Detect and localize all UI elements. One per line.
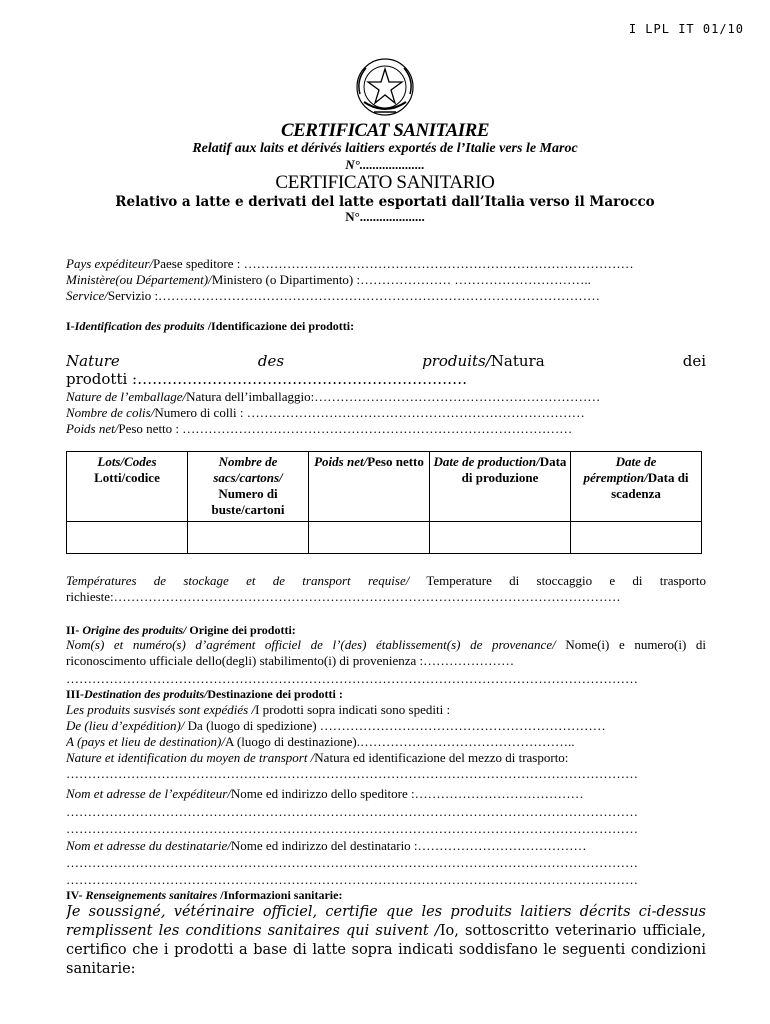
table-cell[interactable] bbox=[67, 522, 188, 554]
field-transport: Nature et identification du moyen de transport /Natura ed identificazione del mezzo di trasporto: bbox=[66, 750, 569, 765]
table-row bbox=[67, 522, 702, 554]
field-service: Service/Servizio :………………………………………………………………………………………… bbox=[66, 288, 601, 303]
french-number: N°.................... bbox=[345, 157, 425, 172]
table-header: Nombre de sacs/cartons/ Numero di buste/cartoni bbox=[188, 452, 309, 522]
dotted-line: …………………………………………………………………………………………………………………… bbox=[66, 671, 638, 686]
section-1-heading: I-Identification des produits /Identificazione dei prodotti: bbox=[66, 319, 355, 333]
field-pays: Pays expéditeur/Paese speditore : ……………………………………………………………………………… bbox=[66, 256, 634, 271]
table-header-row bbox=[67, 452, 702, 522]
dotted-line: …………………………………………………………………………………………………………………… bbox=[66, 766, 638, 781]
table-cell[interactable] bbox=[571, 522, 702, 554]
table-cell[interactable] bbox=[188, 522, 309, 554]
french-title: CERTIFICAT SANITAIRE bbox=[280, 120, 490, 141]
italian-subtitle: Relativo a latte e derivati del latte esportati dall’Italia verso il Marocco bbox=[115, 194, 655, 210]
field-expedies: Les produits susvisés sont expédiés /I prodotti sopra indicati sono spediti : bbox=[66, 702, 451, 717]
table-header: Lots/Codes Lotti/codice bbox=[67, 452, 188, 522]
table-header: Date de péremption/Data di scadenza bbox=[571, 452, 702, 522]
dotted-line: …………………………………………………………………………………………………………………… bbox=[66, 804, 638, 819]
document-reference: I LPL IT 01/10 bbox=[628, 22, 744, 36]
french-subtitle: Relatif aux laits et dérivés laitiers exportés de l’Italie vers le Maroc bbox=[192, 141, 578, 156]
temperature-field: Températures de stockage et de transport requise/ Temperature di stoccaggio e di trasporto richieste:……………………………………………………………………………………………………… bbox=[66, 573, 706, 604]
nature-line: Nature des produits/Natura dei bbox=[66, 352, 706, 370]
field-ministere: Ministère(ou Département)/Ministero (o Dipartimento) :………………… ………………………….. bbox=[66, 272, 591, 287]
field-destinataire: Nom et adresse du destinatarie/Nome ed indirizzo del destinatario :………………………………… bbox=[66, 838, 587, 853]
table-cell[interactable] bbox=[309, 522, 430, 554]
origin-field: Nom(s) et numéro(s) d’agrément officiel de l’(des) établissement(s) de provenance/ Nome(i) e numero(i) di riconoscimento ufficiale dello(degli) stabilimento(i) di provenienza :………………… bbox=[66, 637, 706, 668]
dotted-line: …………………………………………………………………………………………………………………… bbox=[66, 855, 638, 870]
dotted-line: …………………………………………………………………………………………………………………… bbox=[66, 821, 638, 836]
nature-line-2: prodotti :………………………………………………………… bbox=[66, 370, 468, 388]
italian-number: N°.................... bbox=[345, 209, 425, 224]
field-expediteur: Nom et adresse de l’expéditeur/Nome ed indirizzo dello speditore :………………………………… bbox=[66, 786, 584, 801]
italian-title: CERTIFICATO SANITARIO bbox=[275, 172, 495, 193]
field-poids: Poids net/Peso netto : ……………………………………………………………………………… bbox=[66, 421, 573, 436]
table-header: Poids net/Peso netto bbox=[309, 452, 430, 522]
section-4-heading: IV- Renseignements sanitaires /Informazioni sanitarie: bbox=[66, 888, 343, 902]
field-emballage: Nature de l’emballage/Natura dell’imballaggio:………………………………………………………… bbox=[66, 389, 601, 404]
table-header: Date de production/Data di produzione bbox=[430, 452, 571, 522]
italian-republic-emblem-icon bbox=[352, 54, 418, 120]
products-table bbox=[66, 451, 702, 554]
table-cell[interactable] bbox=[430, 522, 571, 554]
field-destination: A (pays et lieu de destination)/A (luogo di destinazione).………………………………………….. bbox=[66, 734, 575, 749]
section-2-heading: II- Origine des produits/ Origine dei prodotti: bbox=[66, 623, 296, 637]
sanitary-declaration: Je soussigné, vétérinaire officiel, certifie que les produits laitiers décrits ci-dessus remplissent les conditions sanitaires qui suivent /Io, sottoscritto veterinario ufficiale, certifico che i prodotti a base di latte sopra indicati soddisfano le seguenti condizioni sanitarie: bbox=[66, 904, 706, 977]
field-lieu-expedition: De (lieu d’expédition)/ Da (luogo di spedizione) ………………………………………………………… bbox=[66, 718, 606, 733]
dotted-line: …………………………………………………………………………………………………………………… bbox=[66, 872, 638, 887]
section-3-heading: III-Destination des produits/Destinazione dei prodotti : bbox=[66, 687, 343, 701]
field-colis: Nombre de colis/Numero di colli : …………………………………………………………………… bbox=[66, 405, 585, 420]
